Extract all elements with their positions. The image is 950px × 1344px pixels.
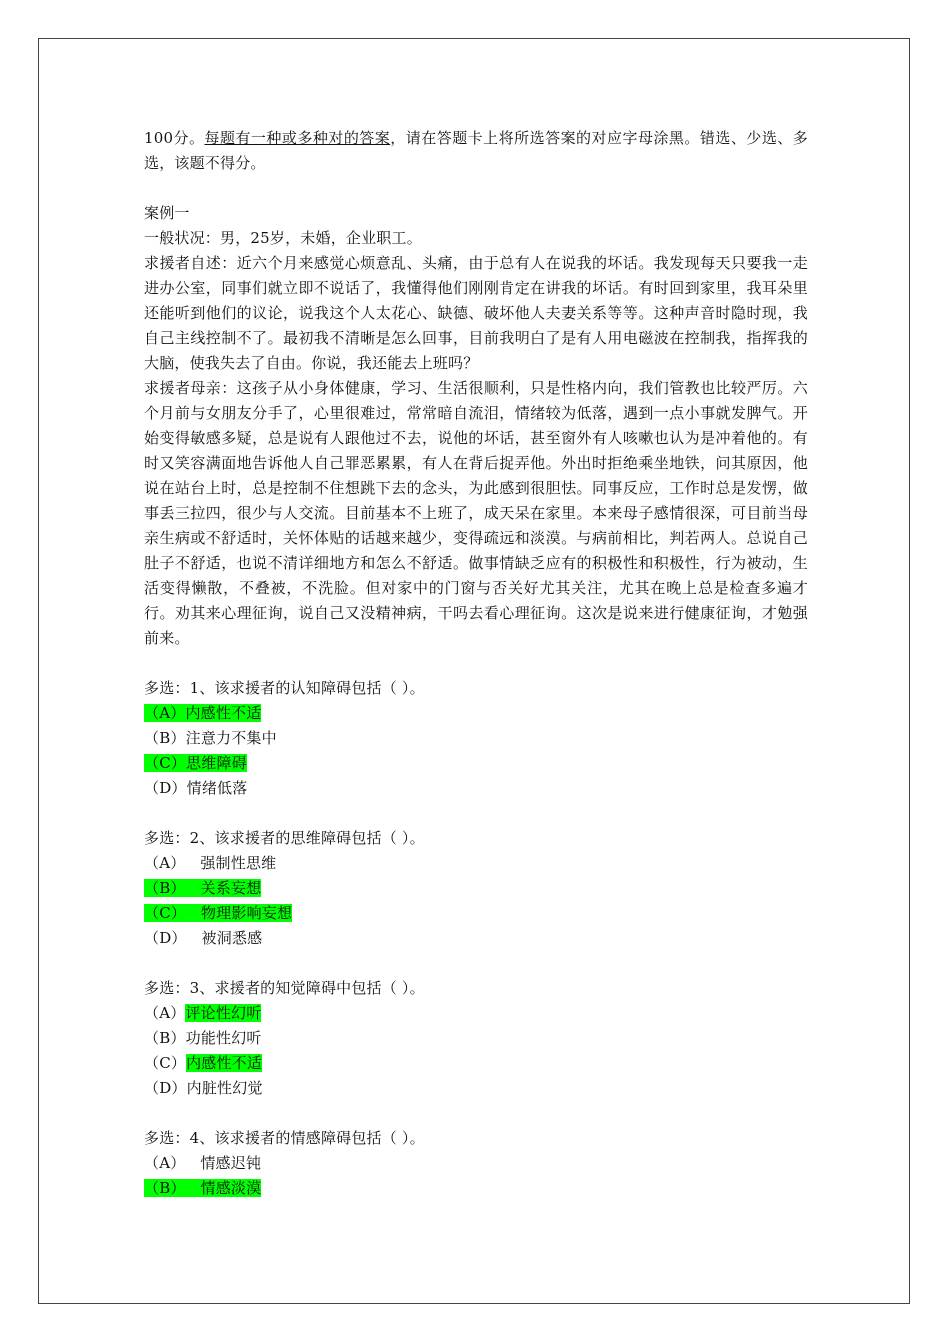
option-text: 被洞悉感: [186, 929, 263, 947]
answer-option: [144, 1051, 808, 1076]
answer-option: [144, 851, 808, 876]
option-text: 情感迟钝: [185, 1154, 262, 1172]
option-label: （D）: [144, 779, 187, 797]
intro-underlined: 每题有一种或多种对的答案: [204, 129, 391, 147]
option-label: （B）: [144, 1029, 186, 1047]
option-text: 情绪低落: [186, 779, 248, 797]
option-label: （B）: [144, 879, 186, 897]
answer-option: [144, 876, 808, 901]
option-text: 情感淡漠: [185, 1179, 262, 1197]
option-text: 功能性幻听: [185, 1029, 262, 1047]
question-stem: 多选：4、该求援者的情感障碍包括（ ）。: [144, 1129, 425, 1147]
option-text: 物理影响妄想: [186, 904, 293, 922]
intro-suffix: ，请在答题卡上将所选答案的对应字母涂黑。错选、少选、多选，该题不得分。: [144, 129, 808, 172]
spacer: [144, 951, 808, 976]
option-label: （C）: [144, 904, 187, 922]
case-mother-report: 求援者母亲：这孩子从小身体健康，学习、生活很顺利，只是性格内向，我们管教也比较严厉。六个月前与女朋友分手了，心里很难过，常常暗自流泪，情绪较为低落，遇到一点小事就发脾气。开始变得敏感多疑，总是说有人跟他过不去，说他的坏话，甚至窗外有人咳嗽也认为是冲着他的。有时又笑容满面地告诉他人自己罪恶累累，有人在背后捉弄他。外出时拒绝乘坐地铁，问其原因，他说在站台上时，总是控制不住想跳下去的念头，为此感到很胆怯。同事反应，工作时总是发愣，做事丢三拉四，很少与人交流。目前基本不上班了，成天呆在家里。本来母子感情很深，可目前当母亲生病或不舒适时，关怀体贴的话越来越少，变得疏远和淡漠。与病前相比，判若两人。总说自己肚子不舒适，也说不清详细地方和怎么不舒适。做事情缺乏应有的积极性和积极性，行为被动，生活变得懒散，不叠被，不洗脸。但对家中的门窗与否关好尤其关注，尤其在晚上总是检查多遍才行。劝其来心理征询，说自己又没精神病，干吗去看心理征询。这次是说来进行健康征询，才勉强前来。: [144, 379, 808, 647]
answer-option: [144, 751, 808, 776]
option-label: （B）: [144, 1179, 186, 1197]
case-title: 案例一: [144, 204, 190, 222]
option-label: （A）: [144, 1154, 186, 1172]
answer-option: [144, 1026, 808, 1051]
option-text: 关系妄想: [185, 879, 262, 897]
option-text: 思维障碍: [186, 754, 247, 772]
spacer: [144, 176, 808, 201]
option-label: （A）: [144, 1004, 186, 1022]
answer-option: [144, 926, 808, 951]
option-text: 内感性不适: [185, 704, 262, 722]
option-text: 强制性思维: [185, 854, 277, 872]
spacer: [144, 651, 808, 676]
question-list: [144, 651, 808, 1201]
answer-option: [144, 1176, 808, 1201]
option-label: （C）: [144, 1054, 187, 1072]
case-self-report: 求援者自述：近六个月来感觉心烦意乱、头痛，由于总有人在说我的坏话。我发现每天只要我一走进办公室，同事们就立即不说话了，我懂得他们刚刚肯定在讲我的坏话。有时回到家里，我耳朵里还能听到他们的议论，说我这个人太花心、缺德、破坏他人夫妻关系等等。这种声音时隐时现，我自己主线控制不了。最初我不清晰是怎么回事，目前我明白了是有人用电磁波在控制我，指挥我的大脑，使我失去了自由。你说，我还能去上班吗？: [144, 254, 808, 372]
answer-option: [144, 701, 808, 726]
answer-option: [144, 901, 808, 926]
option-label: （D）: [144, 929, 187, 947]
intro-prefix: 100分。: [144, 129, 205, 147]
case-general: 一般状况：男，25岁，未婚，企业职工。: [144, 229, 422, 247]
option-label: （A）: [144, 854, 186, 872]
question-stem: 多选：3、求援者的知觉障碍中包括（ ）。: [144, 979, 425, 997]
intro-paragraph: [144, 126, 808, 176]
question-stem: 多选：2、该求援者的思维障碍包括（ ）。: [144, 829, 425, 847]
option-text: 评论性幻听: [185, 1004, 262, 1022]
spacer: [144, 801, 808, 826]
option-label: （B）: [144, 729, 186, 747]
option-text: 注意力不集中: [185, 729, 277, 747]
answer-option: [144, 726, 808, 751]
answer-option: [144, 1151, 808, 1176]
question-stem: 多选：1、该求援者的认知障碍包括（ ）。: [144, 679, 425, 697]
answer-option: [144, 1001, 808, 1026]
option-text: 内感性不适: [186, 1054, 263, 1072]
spacer: [144, 1101, 808, 1126]
answer-option: [144, 776, 808, 801]
option-label: （C）: [144, 754, 187, 772]
option-text: 内脏性幻觉: [186, 1079, 263, 1097]
option-label: （D）: [144, 1079, 187, 1097]
answer-option: [144, 1076, 808, 1101]
document-body: [144, 126, 808, 1201]
option-label: （A）: [144, 704, 186, 722]
